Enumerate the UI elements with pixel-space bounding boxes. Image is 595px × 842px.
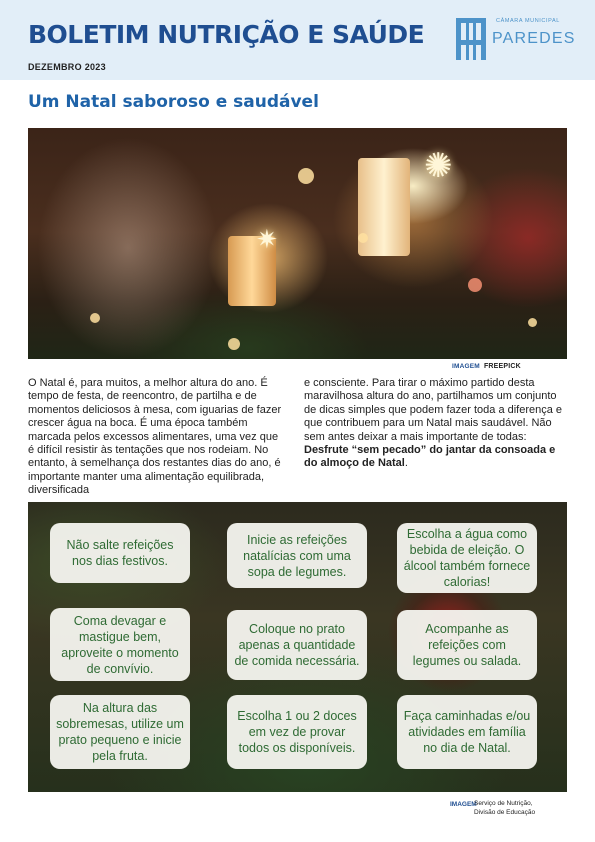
- tip-card: Faça caminhadas e/ou atividades em família no dia de Natal.: [397, 695, 537, 769]
- bokeh-light: [90, 313, 100, 323]
- footer-credit-line: Serviço de Nutrição,: [474, 800, 533, 807]
- tip-card: Não salte refeições nos dias festivos.: [50, 523, 190, 583]
- footer-credit-line: Divisão de Educação: [474, 808, 536, 816]
- sparkler-icon: ✷: [256, 224, 278, 254]
- bokeh-light: [528, 318, 537, 327]
- article-paragraph-1: O Natal é, para muitos, a melhor altura do ano. É tempo de festa, de reencontro, de partilha e de momentos deliciosos à mesa, com iguarias de fazer crescer água na boca. É uma época também marcada pelos excessos alimentares, uma vez que é difícil resistir às tentações que nos rodeiam. No entanto, à semelhança dos restantes dias do ano, é importante manter uma alimentação equilibrada, diversificada: [28, 377, 282, 497]
- tip-card: Coma devagar e mastigue bem, aproveite o momento de convívio.: [50, 608, 190, 681]
- paredes-logo: [454, 16, 574, 64]
- tip-card: Coloque no prato apenas a quantidade de comida necessária.: [227, 610, 367, 680]
- tips-panel: [28, 502, 567, 792]
- article-column-1: [28, 377, 284, 498]
- bulletin-title: BOLETIM NUTRIÇÃO E SAÚDE: [28, 20, 425, 49]
- christmas-photo: [28, 128, 567, 359]
- chair-logo-icon: [454, 16, 488, 62]
- logo-subtitle: CÂMARA MUNICIPAL: [496, 18, 560, 24]
- image-credit-label: IMAGEM: [452, 363, 480, 370]
- tip-card: Acompanhe as refeições com legumes ou salada.: [397, 610, 537, 680]
- footer-credit-label: IMAGEM: [450, 801, 477, 808]
- article-paragraph-2: [304, 377, 566, 471]
- tip-card: Inicie as refeições natalícias com uma sopa de legumes.: [227, 523, 367, 588]
- tip-card: Na altura das sobremesas, utilize um prato pequeno e inicie pela fruta.: [50, 695, 190, 769]
- footer-credit-text: [474, 800, 535, 817]
- bokeh-light: [358, 233, 368, 243]
- bulletin-date: DEZEMBRO 2023: [28, 62, 106, 72]
- article-highlight: Desfrute “sem pecado” do jantar da consoada e do almoço de Natal: [304, 444, 556, 470]
- article-title: Um Natal saboroso e saudável: [28, 92, 319, 112]
- article-text: e consciente. Para tirar o máximo partido desta maravilhosa altura do ano, partilhamos um conjunto de dicas simples que podem fazer toda a diferença e que contribuem para um Natal mais saudável. Não sem antes deixar a mais importante de todas:: [304, 377, 563, 443]
- tip-card: Escolha 1 ou 2 doces em vez de provar todos os disponíveis.: [227, 695, 367, 769]
- sparkler-icon: ✺: [424, 147, 453, 185]
- article-column-2: [304, 377, 566, 471]
- bokeh-light: [468, 278, 482, 292]
- image-credit: [452, 363, 521, 370]
- logo-name: PAREDES: [492, 30, 576, 47]
- article-period: .: [404, 457, 408, 470]
- image-credit-value: FREEPICK: [483, 363, 521, 370]
- bokeh-light: [228, 338, 240, 350]
- bokeh-light: [298, 168, 314, 184]
- tip-card: Escolha a água como bebida de eleição. O álcool também fornece calorias!: [397, 523, 537, 593]
- header-band: [0, 0, 595, 80]
